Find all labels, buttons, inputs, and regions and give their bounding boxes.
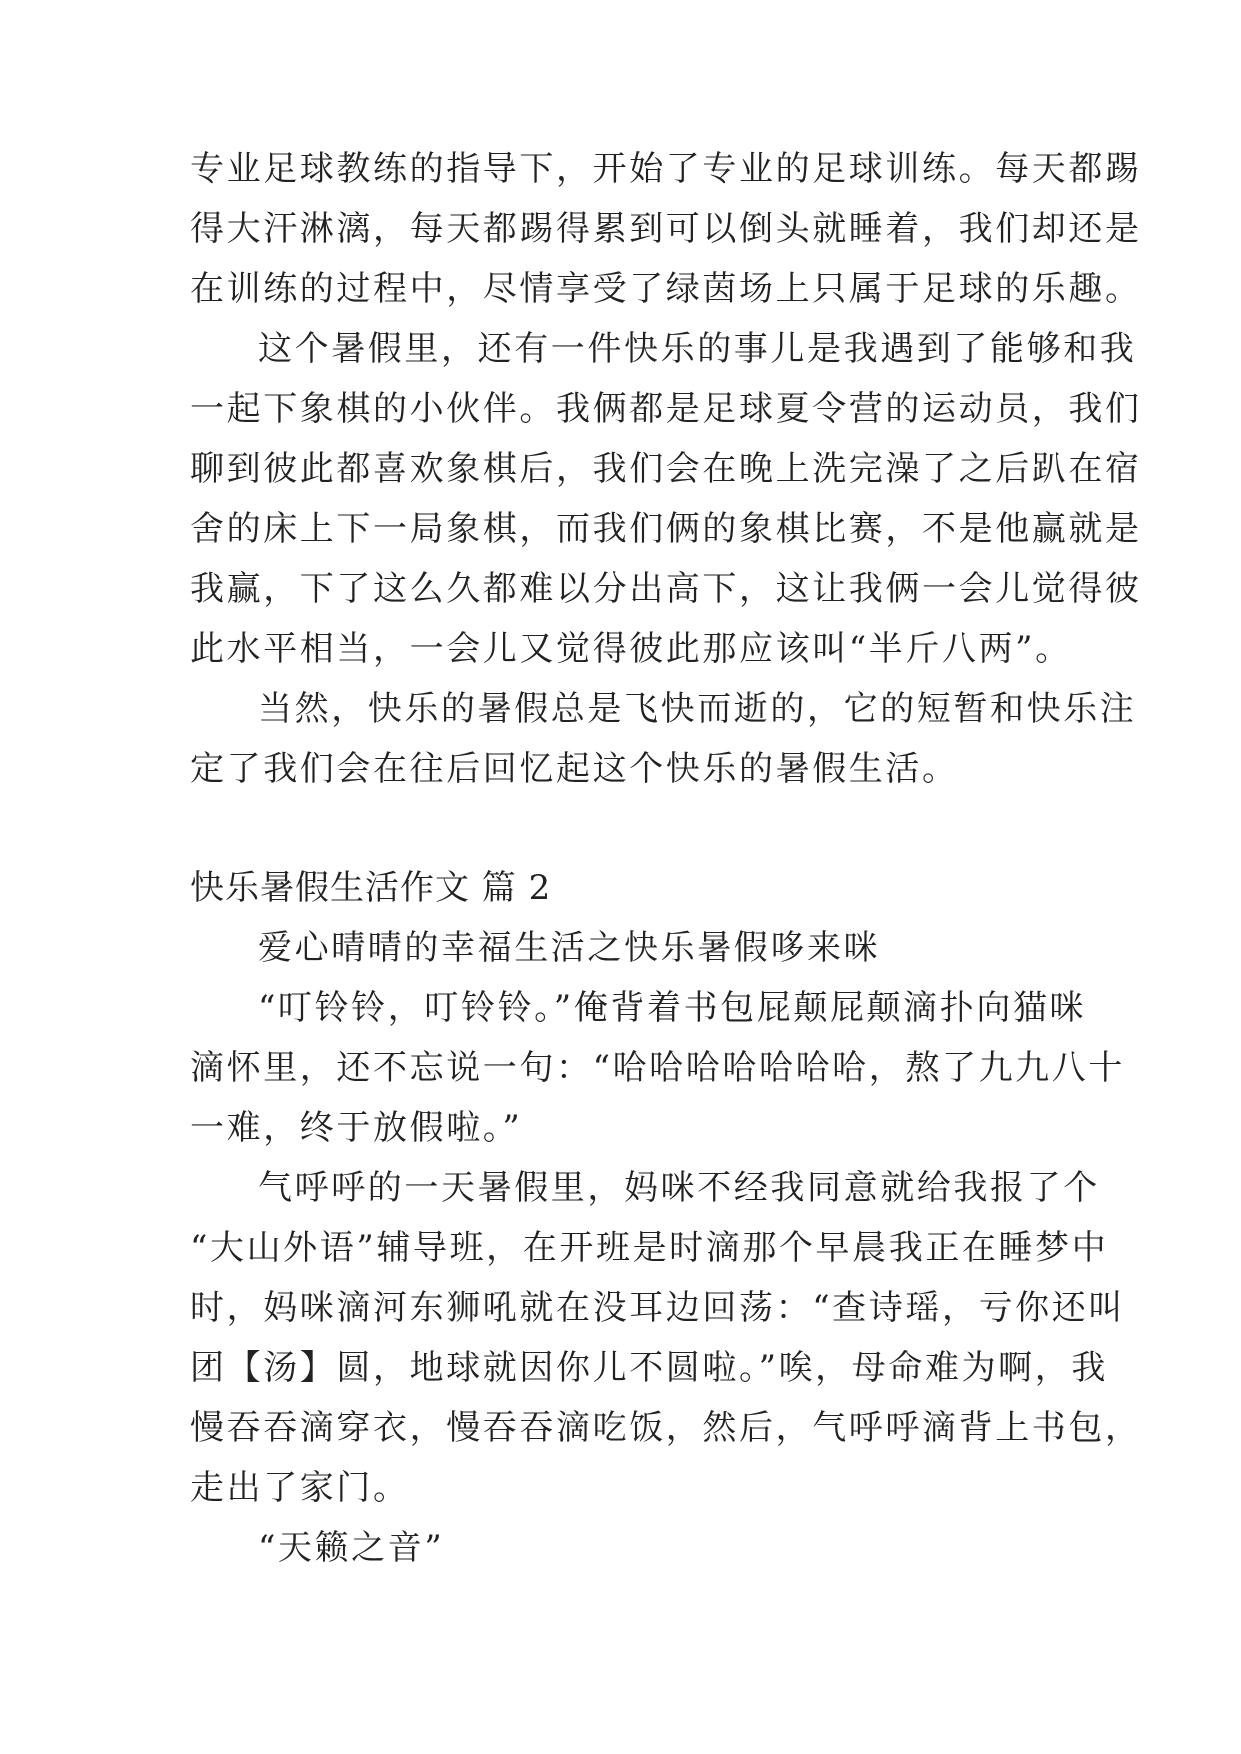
paragraph-line: 时，妈咪滴河东狮吼就在没耳边回荡：“查诗瑶，亏你还叫: [190, 1288, 1125, 1328]
paragraph-line: 走出了家门。: [190, 1468, 410, 1508]
paragraph-line: 定了我们会在往后回忆起这个快乐的暑假生活。: [190, 749, 959, 789]
paragraph-line: 专业足球教练的指导下，开始了专业的足球训练。每天都踢: [190, 149, 1142, 189]
section-heading: 快乐暑假生活作文 篇 2: [190, 868, 552, 908]
paragraph-line: “大山外语”辅导班，在开班是时滴那个早晨我正在睡梦中: [190, 1228, 1109, 1268]
paragraph-line: 团【汤】圆，地球就因你儿不圆啦。”唉，母命难为啊，我: [190, 1348, 1108, 1388]
paragraph-line: 滴怀里，还不忘说一句：“哈哈哈哈哈哈哈，熬了九九八十: [190, 1048, 1125, 1088]
paragraph-line: 一难，终于放假啦。”: [190, 1108, 523, 1148]
paragraph-line: 气呼呼的一天暑假里，妈咪不经我同意就给我报了个: [258, 1168, 1100, 1208]
paragraph-line: 当然，快乐的暑假总是飞快而逝的，它的短暂和快乐注: [258, 689, 1137, 729]
paragraph-line: 聊到彼此都喜欢象棋后，我们会在晚上洗完澡了之后趴在宿: [190, 449, 1142, 489]
paragraph-line: “叮铃铃，叮铃铃。”俺背着书包屁颠屁颠滴扑向猫咪: [258, 988, 1087, 1028]
paragraph-line: 一起下象棋的小伙伴。我俩都是足球夏令营的运动员，我们: [190, 389, 1142, 429]
paragraph-line: 舍的床上下一局象棋，而我们俩的象棋比赛，不是他赢就是: [190, 509, 1142, 549]
article-title: 爱心晴晴的幸福生活之快乐暑假哆来咪: [258, 928, 881, 968]
subheading: “天籁之音”: [258, 1528, 445, 1568]
paragraph-line: 我赢，下了这么久都难以分出高下，这让我俩一会儿觉得彼: [190, 569, 1142, 609]
paragraph-line: 此水平相当，一会儿又觉得彼此那应该叫“半斤八两”。: [190, 629, 1072, 669]
paragraph-line: 这个暑假里，还有一件快乐的事儿是我遇到了能够和我: [258, 329, 1137, 369]
paragraph-line: 慢吞吞滴穿衣，慢吞吞滴吃饭，然后，气呼呼滴背上书包，: [190, 1408, 1142, 1448]
paragraph-line: 得大汗淋漓，每天都踢得累到可以倒头就睡着，我们却还是: [190, 209, 1142, 249]
paragraph-line: 在训练的过程中，尽情享受了绿茵场上只属于足球的乐趣。: [190, 269, 1142, 309]
